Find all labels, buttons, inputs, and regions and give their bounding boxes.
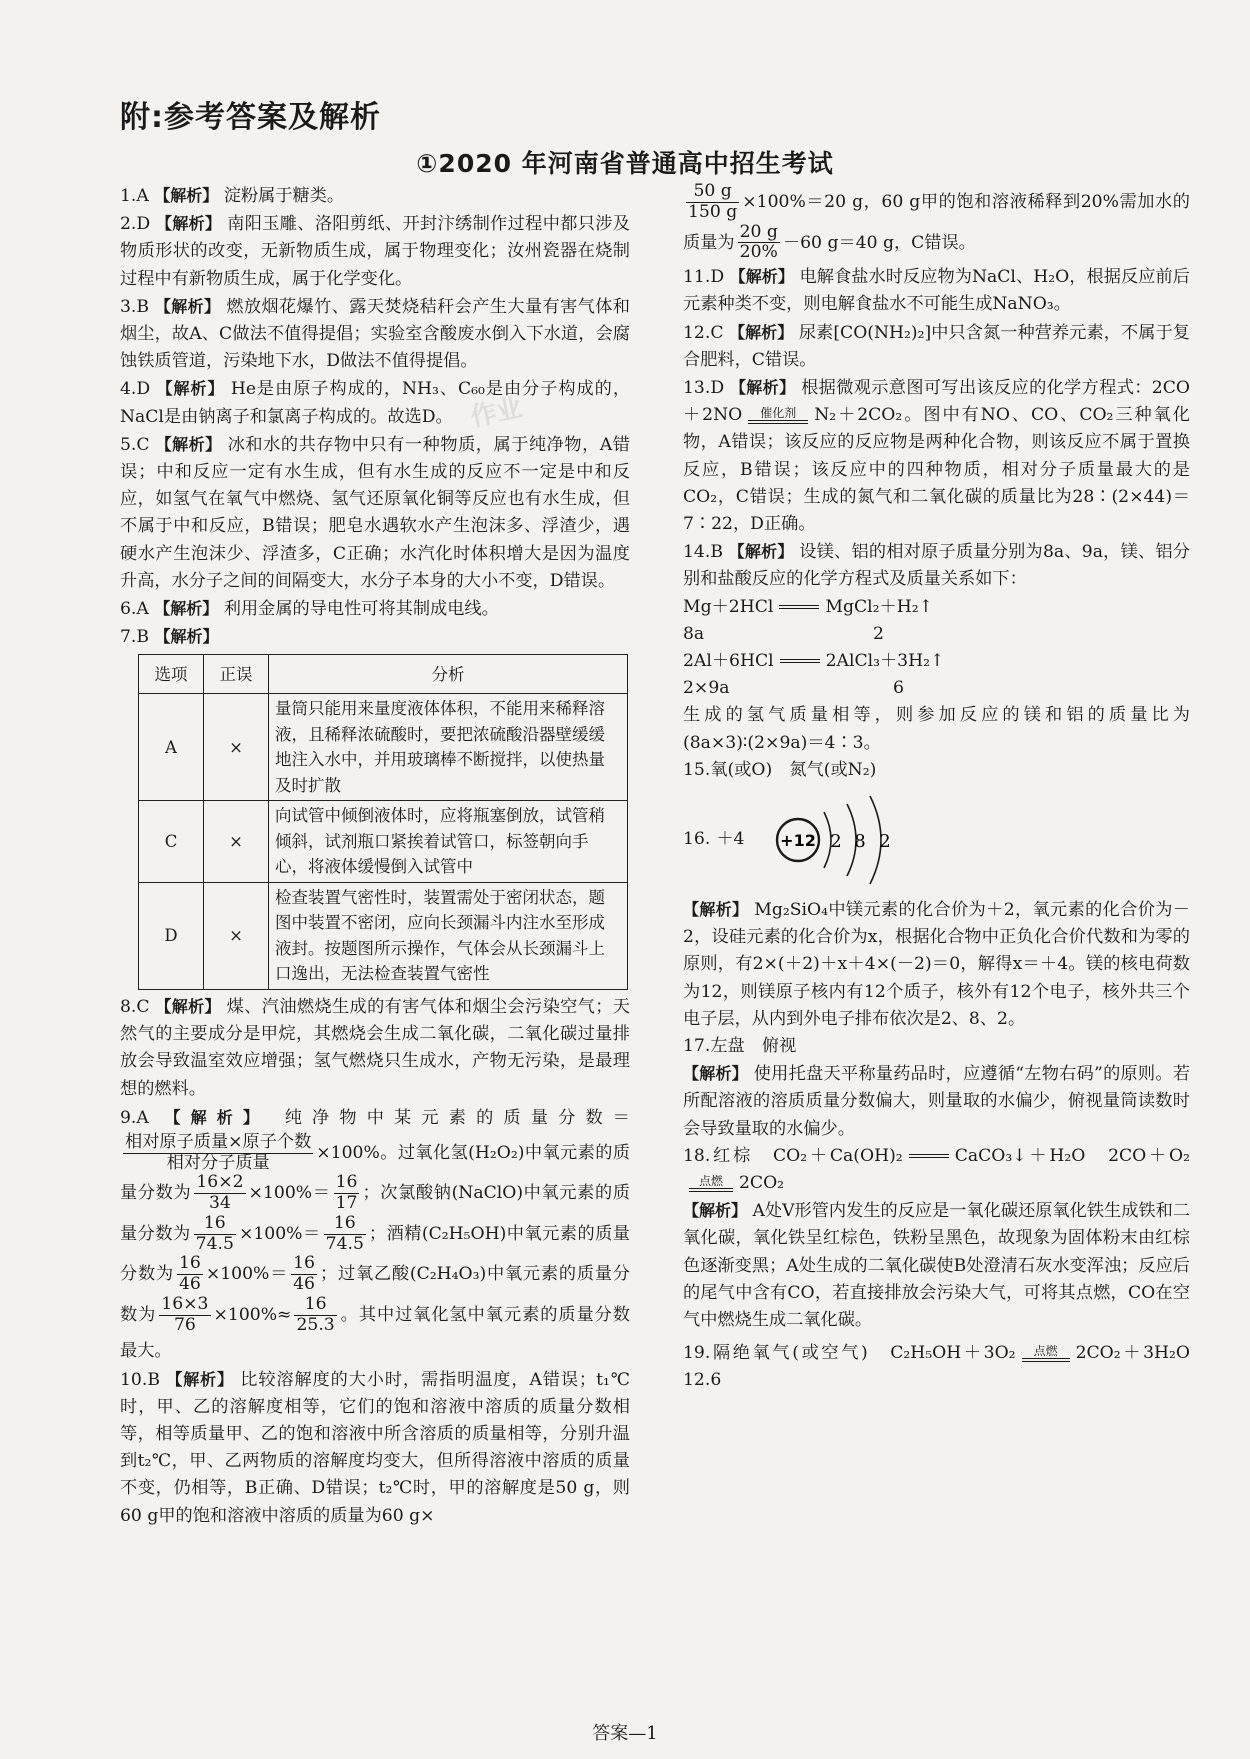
answer-8: 8.C 【解析】 煤、汽油燃烧生成的有害气体和烟尘会污染空气；天然气的主要成分是甲烷，其燃烧会生成二氧化碳，二氧化碳过量排放会导致温室效应增强；氢气燃烧只生成水，产物无污染，是最理想的燃料。 bbox=[120, 996, 630, 1099]
reaction-arrow bbox=[780, 659, 820, 663]
mass-mg: 8a 2 bbox=[683, 623, 884, 644]
answer-4: 4.D 【解析】 He是由原子构成的，NH₃、C₆₀是由分子构成的，NaCl是由钠离子和氯离子构成的。故选D。 bbox=[120, 379, 631, 427]
fraction: $\frac{16}{74.5}$ bbox=[195, 1212, 234, 1254]
answer-11: 11.D 【解析】 电解食盐水时反应物为NaCl、H₂O，根据反应前后元素种类不变，则电解食盐水不可能生成NaNO₃。 bbox=[683, 267, 1190, 315]
table-header: 选项 bbox=[139, 655, 204, 694]
nucleus-charge: +12 bbox=[780, 830, 817, 850]
shell-electron-count: 8 bbox=[854, 830, 867, 852]
table-cell: 向试管中倾倒液体时，应将瓶塞倒放，试管稍倾斜，试剂瓶口紧挨着试管口，标签朝向手心，将液体缓慢倒入试管中 bbox=[269, 801, 628, 883]
answer-7: 7.B 【解析】 bbox=[120, 627, 219, 648]
fraction: $\frac{16\times 2}{34}$ bbox=[196, 1172, 244, 1214]
fraction: $\frac{16}{25.3}$ bbox=[296, 1294, 335, 1335]
left-column bbox=[120, 182, 630, 1530]
watermark-stamp: 作业 bbox=[467, 392, 526, 434]
answer-10-start: 10.B 【解析】 比较溶解度的大小时，需指明温度，A错误；t₁℃时，甲、乙的溶解度相等，它们的饱和溶液中溶质的质量分数相等，相等质量甲、乙的饱和溶液中所含溶质的质量相等，分别升温到t₂℃，甲、乙两物质的溶解度均变大，但所得溶液中溶质的质量不变，仍相等，B正确、D错误；t₂℃时，甲的溶解度是50 g，则60 g甲的饱和溶液中溶质的质量为60 g× bbox=[120, 1369, 630, 1526]
answer-14-conclusion: 生成的氢气质量相等，则参加反应的镁和铝的质量比为(8a×3)∶(2×9a)＝4∶3。 bbox=[683, 705, 1190, 753]
answer-5: 5.C 【解析】 冰和水的共存物中只有一种物质，属于纯净物，A错误；中和反应一定有水生成，但有水生成的反应不一定是中和反应，如氢气在氧气中燃烧、氢气还原氧化铜等反应也有水生成，但不属于中和反应，B错误；肥皂水遇软水产生泡沫多、浮渣少，遇硬水产生泡沫少、浮渣多，C正确；水汽化时体积增大是因为温度升高，水分子之间的间隔变大，水分子本身的大小不变，D错误。 bbox=[120, 434, 630, 591]
page-footer: 答案—1 bbox=[592, 1723, 658, 1744]
cross-mark: × bbox=[204, 801, 269, 883]
fraction: $\frac{\text{相对原子质量×原子个数}}{\text{相对分子质量}}$ bbox=[125, 1131, 312, 1173]
table-cell: D bbox=[139, 882, 204, 989]
reaction-arrow: 点燃 bbox=[689, 1175, 733, 1192]
reaction-arrow: 催化剂 bbox=[748, 407, 808, 424]
table-row bbox=[139, 882, 628, 989]
table-cell: C bbox=[139, 801, 204, 883]
table-cell: A bbox=[139, 694, 204, 801]
equation-mg: Mg＋2HCl MgCl₂＋H₂↑ bbox=[683, 596, 933, 617]
table-cell: 检查装置气密性时，装置需处于密闭状态，题图中装置不密闭，应向长颈漏斗内注水至形成液封。按题图所示操作，气体会从长颈漏斗上口逸出，无法检查装置气密性 bbox=[269, 882, 628, 989]
reaction-arrow bbox=[909, 1154, 949, 1158]
right-column bbox=[683, 181, 1208, 1395]
answer-16-explanation: 【解析】 Mg₂SiO₄中镁元素的化合价为＋2，氧元素的化合价为－2，设硅元素的化合价为x，根据化合物中正负化合价代数和为零的原则，有2×(＋2)＋x＋4×(－2)＝0，解得x＝＋4。镁的核电荷数为12，则镁原子核内有12个质子，核外有12个电子，核外共三个电子层，从内到外电子排布依次是2、8、2。 bbox=[683, 899, 1190, 1029]
fraction: $\frac{16\times 3}{76}$ bbox=[161, 1294, 209, 1335]
exam-title: ①2020 年河南省普通高中招生考试 bbox=[416, 149, 834, 178]
answer-18: 18.红棕 CO₂＋Ca(OH)₂ CaCO₃↓＋H₂O 2CO＋O₂ 点燃 2CO₂ bbox=[683, 1145, 1190, 1194]
fraction: $\frac{20 g}{20\%}$ bbox=[739, 221, 778, 263]
table-row bbox=[139, 694, 628, 801]
answer-16-diagram: 16. ＋4 +12 2 8 2 bbox=[683, 790, 1190, 890]
fraction: $\frac{16}{46}$ bbox=[178, 1253, 201, 1295]
fraction: $\frac{50 g}{150 g}$ bbox=[688, 181, 738, 222]
answer-6: 6.A 【解析】 利用金属的导电性可将其制成电线。 bbox=[120, 599, 499, 620]
equation-al: 2Al＋6HCl 2AlCl₃＋3H₂↑ bbox=[683, 650, 945, 671]
answer-15: 15.氧(或O) 氮气(或N₂) bbox=[683, 759, 877, 780]
answer-14: 14.B 【解析】 设镁、铝的相对原子质量分别为8a、9a，镁、铝分别和盐酸反应的化学方程式及质量关系如下： bbox=[683, 542, 1190, 590]
answer-7-table bbox=[138, 654, 628, 990]
answer-18-explanation: 【解析】 A处V形管内发生的反应是一氧化碳还原氧化铁生成铁和二氧化碳，氧化铁呈红棕色，铁粉呈黑色，故现象为固体粉末由红棕色逐渐变黑；A处生成的二氧化碳使B处澄清石灰水变浑浊；反应后的尾气中含有CO，若直接排放会污染大气，可将其点燃，CO在空气中燃烧生成二氧化碳。 bbox=[683, 1201, 1190, 1331]
answer-3: 3.B 【解析】 燃放烟花爆竹、露天焚烧秸秆会产生大量有害气体和烟尘，故A、C做法不值得提倡；实验室含酸废水倒入下水道，会腐蚀铁质管道，污染地下水，D做法不值得提倡。 bbox=[120, 296, 630, 372]
table-row bbox=[139, 801, 628, 883]
answer-13: 13.D 【解析】 根据微观示意图可写出该反应的化学方程式：2CO＋2NO 催化剂 N₂＋2CO₂。图中有NO、CO、CO₂三种氧化物，A错误；该反应的反应物是两种化合物，则该反应不属于置换反应，B错误；该反应中的四种物质，相对分子质量最大的是CO₂，C错误；生成的氮气和二氧化碳的质量比为28∶(2×44)＝7∶22，D正确。 bbox=[683, 377, 1190, 534]
answer-17-explanation: 【解析】 使用托盘天平称量药品时，应遵循“左物右码”的原则。若所配溶液的溶质质量分数偏大，则量取的水偏少，俯视量筒读数时会导致量取的水偏少。 bbox=[683, 1064, 1190, 1139]
answer-12: 12.C 【解析】 尿素[CO(NH₂)₂]中只含氮一种营养元素，不属于复合肥料，C错误。 bbox=[683, 322, 1190, 370]
atom-structure-diagram bbox=[772, 790, 922, 890]
answer-10-cont: $\frac{50 g}{150 g}$ ×100%＝20 g，60 g甲的饱和溶液稀释到20%需加水的质量为 $\frac{20 g}{20\%}$ －60 g＝40 g，C错误。 bbox=[683, 181, 1190, 263]
answer-17: 17.左盘 俯视 bbox=[683, 1036, 797, 1056]
fraction: $\frac{16}{17}$ bbox=[335, 1172, 358, 1214]
reaction-arrow bbox=[779, 605, 819, 609]
answer-19: 19.隔绝氧气(或空气) C₂H₅OH＋3O₂ 点燃 2CO₂＋3H₂O 12.6 bbox=[683, 1343, 1208, 1391]
fraction: $\frac{16}{74.5}$ bbox=[325, 1212, 364, 1254]
shell-electron-count: 2 bbox=[879, 830, 892, 852]
cross-mark: × bbox=[204, 694, 269, 801]
shell-electron-count: 2 bbox=[830, 830, 843, 852]
fraction: $\frac{16}{46}$ bbox=[293, 1253, 315, 1295]
answer-2: 2.D 【解析】 南阳玉雕、洛阳剪纸、开封汴绣制作过程中都只涉及物质形状的改变，无新物质生成，属于物理变化；汝州瓷器在烧制过程中有新物质生成，属于化学变化。 bbox=[120, 214, 630, 289]
cross-mark: × bbox=[204, 882, 269, 989]
answer-1: 1.A 【解析】 淀粉属于糖类。 bbox=[120, 186, 345, 206]
answer-9: 9.A 【解析】 纯净物中某元素的质量分数＝ $\frac{\text{相对原子质量×原子个数}}{\text{相对分子质量}}$ ×100%。过氧化氢(H₂O₂)中氧元素的质量分数为 $\frac{16\times 2}{34}$ ×100%＝ $\frac{16}{17}$ ；次氯酸钠(NaClO)中氧元素的质量分数为 $\frac{16}{74.5}$ ×100%＝ $\frac{16}{74.5}$ ；酒精(C₂H₅OH)中氧元素的质量分数为 $\frac{16}{46}$ ×100%＝ $\frac{16}{46}$ ；过氧乙酸(C₂H₄O₃)中氧元素的质量分数为 $\frac{16\times 3}{76}$ ×100%≈ $\frac{16}{25.3}$ 。其中过氧化氢中氧元素的质量分数最大。 bbox=[120, 1107, 630, 1361]
mass-al: 2×9a 6 bbox=[683, 678, 904, 699]
table-header: 正误 bbox=[204, 655, 269, 694]
table-cell: 量筒只能用来量度液体体积，不能用来稀释溶液，且稀释浓硫酸时，要把浓硫酸沿器壁缓缓地注入水中，并用玻璃棒不断搅拌，以使热量及时扩散 bbox=[269, 694, 628, 801]
table-header: 分析 bbox=[269, 655, 628, 694]
section-heading: 附:参考答案及解析 bbox=[120, 100, 381, 135]
reaction-arrow: 点燃 bbox=[1022, 1345, 1070, 1362]
